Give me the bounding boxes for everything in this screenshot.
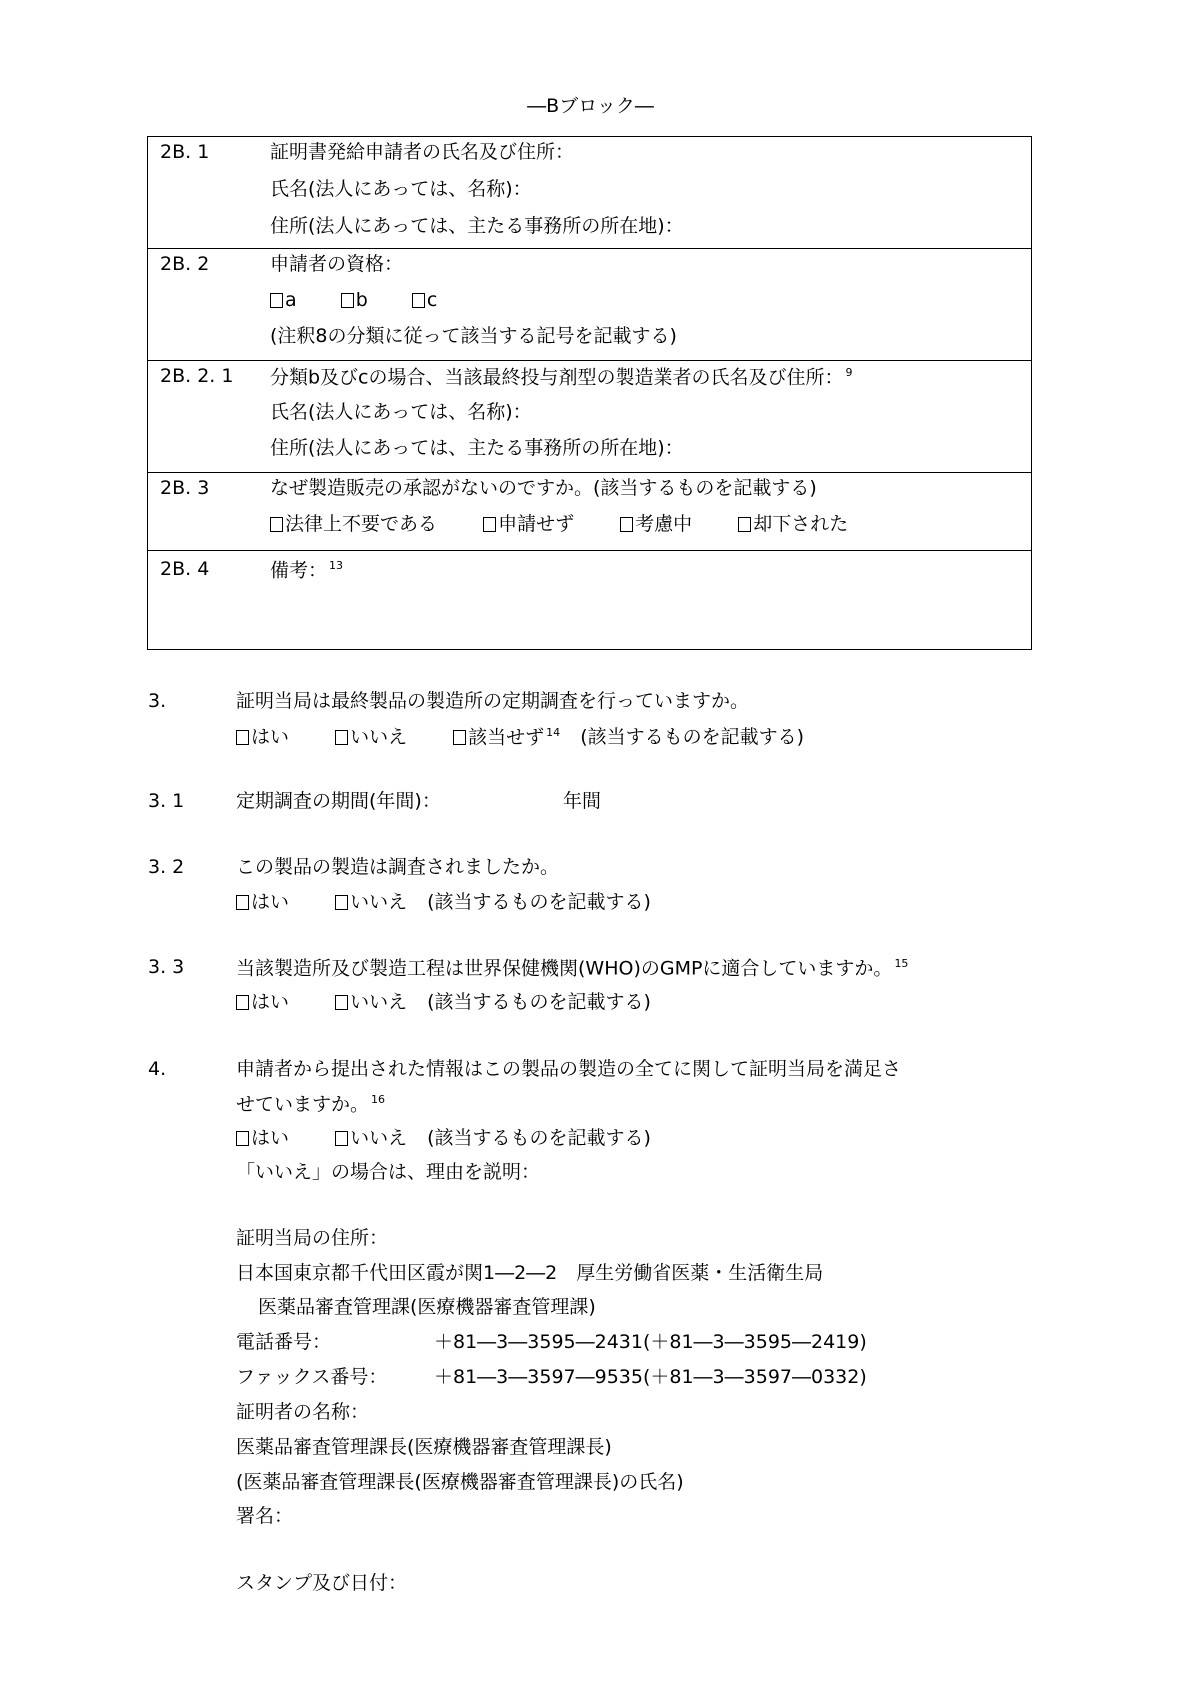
option-b[interactable]: b: [341, 291, 368, 310]
option-not-required[interactable]: 法律上不要である: [270, 515, 437, 534]
option-no[interactable]: いいえ: [335, 993, 407, 1012]
row-2b-3: [148, 472, 1031, 551]
manufacturer-name-label[interactable]: 氏名(法人にあっては、名称)：: [270, 401, 532, 423]
remarks-label[interactable]: 備考： $^{13}$: [270, 559, 344, 582]
checkbox-icon[interactable]: [335, 1131, 348, 1146]
checkbox-icon[interactable]: [738, 517, 751, 532]
row-number: 2B. 1: [160, 141, 210, 163]
checkbox-icon[interactable]: [270, 293, 283, 308]
name-field-label[interactable]: 氏名(法人にあっては、名称)：: [270, 178, 532, 200]
option-no[interactable]: いいえ: [335, 893, 407, 912]
option-no[interactable]: いいえ: [335, 1129, 407, 1148]
option-no[interactable]: いいえ: [335, 728, 407, 747]
section-number: 3. 2: [148, 856, 185, 878]
instruction-note: (該当するものを記載する): [580, 726, 805, 749]
option-yes[interactable]: はい: [236, 1129, 289, 1148]
row-heading: なぜ製造販売の承認がないのですか。(該当するものを記載する): [270, 477, 817, 499]
address-field-label[interactable]: 住所(法人にあっては、主たる事務所の所在地)：: [270, 215, 684, 237]
footnote-ref: 13: [329, 559, 344, 572]
manufacturer-address-label[interactable]: 住所(法人にあっては、主たる事務所の所在地)：: [270, 437, 684, 459]
reason-label[interactable]: 「いいえ」の場合は、理由を説明：: [236, 1161, 541, 1183]
row-2b-2-1: [148, 360, 1031, 473]
checkbox-icon[interactable]: [335, 995, 348, 1010]
section-3-2-question: この製品の製造は調査されましたか。: [236, 856, 560, 878]
row-heading: 申請者の資格：: [270, 253, 404, 275]
instruction-note: (該当するものを記載する): [427, 991, 651, 1013]
inspection-period-unit: 年間: [563, 790, 602, 812]
phone-value: ＋81―3―3595―2431(＋81―3―3595―2419): [434, 1331, 867, 1353]
checkbox-icon[interactable]: [620, 517, 633, 532]
checkbox-icon[interactable]: [412, 293, 425, 308]
inspection-period-label: 定期調査の期間(年間)：: [236, 790, 441, 812]
fax-label: ファックス番号：: [236, 1366, 388, 1388]
section-number: 3. 1: [148, 790, 185, 812]
checkbox-icon[interactable]: [335, 730, 348, 745]
certifier-title: 医薬品審査管理課長(医療機器審査管理課長): [236, 1436, 612, 1458]
option-not-applicable[interactable]: 該当せず $^{14}$: [453, 727, 560, 747]
option-a[interactable]: a: [270, 291, 297, 310]
row-heading: 分類b及びcの場合、当該最終投与剤型の製造業者の氏名及び住所： $^9$: [270, 366, 853, 389]
option-rejected[interactable]: 却下された: [738, 515, 848, 534]
stamp-date-label[interactable]: スタンプ及び日付：: [236, 1572, 408, 1594]
row-2b-1: [148, 137, 1031, 249]
checkbox-icon[interactable]: [270, 517, 283, 532]
checkbox-icon[interactable]: [453, 730, 466, 745]
row-heading: 証明書発給申請者の氏名及び住所：: [270, 141, 575, 163]
block-title: ―Bブロック―: [527, 95, 654, 117]
checkbox-icon[interactable]: [236, 1131, 249, 1146]
section-4-question-line2: せていますか。 $^{16}$: [236, 1093, 386, 1116]
section-3-3-options: [236, 993, 651, 1012]
section-4-options: [236, 1129, 651, 1148]
section-3-question: 証明当局は最終製品の製造所の定期調査を行っていますか。: [236, 690, 750, 712]
option-c[interactable]: c: [412, 291, 437, 310]
footnote-ref: 15: [894, 957, 909, 970]
section-4-question-line1: 申請者から提出された情報はこの製品の製造の全てに関して証明当局を満足さ: [236, 1058, 902, 1080]
section-3-options: [236, 727, 804, 747]
section-3-2-options: [236, 893, 651, 912]
signature-label[interactable]: 署名：: [236, 1505, 294, 1527]
checkbox-icon[interactable]: [236, 730, 249, 745]
checkbox-icon[interactable]: [341, 293, 354, 308]
instruction-note: (該当するものを記載する): [427, 891, 651, 913]
row-number: 2B. 2. 1: [160, 365, 234, 387]
row-2b-4: [148, 550, 1031, 649]
authority-address-label: 証明当局の住所：: [236, 1227, 389, 1249]
qualification-options: [270, 291, 437, 310]
footnote-ref: 16: [371, 1093, 386, 1106]
phone-label: 電話番号：: [236, 1331, 332, 1353]
instruction-note: (該当するものを記載する): [427, 1127, 651, 1149]
row-2b-2: [148, 248, 1031, 361]
row-note: (注釈8の分類に従って該当する記号を記載する): [270, 325, 677, 347]
authority-address-line2: 医薬品審査管理課(医療機器審査管理課): [258, 1296, 596, 1318]
option-yes[interactable]: はい: [236, 993, 289, 1012]
option-under-consideration[interactable]: 考慮中: [620, 515, 692, 534]
footnote-ref: 14: [546, 726, 561, 739]
block-b-table: [147, 136, 1032, 650]
certifier-name: (医薬品審査管理課長(医療機器審査管理課長)の氏名): [236, 1471, 684, 1493]
checkbox-icon[interactable]: [236, 995, 249, 1010]
footnote-ref: 9: [845, 366, 853, 379]
row-number: 2B. 3: [160, 477, 210, 499]
section-number: 3.: [148, 690, 167, 712]
checkbox-icon[interactable]: [335, 895, 348, 910]
option-yes[interactable]: はい: [236, 728, 289, 747]
section-number: 3. 3: [148, 956, 185, 978]
option-not-applied[interactable]: 申請せず: [483, 515, 574, 534]
section-3-3-question: 当該製造所及び製造工程は世界保健機関(WHO)のGMPに適合していますか。 $^{15}$: [236, 957, 909, 980]
authority-address-line1: 日本国東京都千代田区霞が関1―2―2 厚生労働省医薬・生活衛生局: [236, 1262, 824, 1284]
row-number: 2B. 4: [160, 558, 210, 580]
fax-value: ＋81―3―3597―9535(＋81―3―3597―0332): [434, 1366, 867, 1388]
option-yes[interactable]: はい: [236, 893, 289, 912]
row-number: 2B. 2: [160, 253, 210, 275]
checkbox-icon[interactable]: [483, 517, 496, 532]
section-number: 4.: [148, 1058, 167, 1080]
reason-options: [270, 515, 848, 534]
checkbox-icon[interactable]: [236, 895, 249, 910]
certifier-label: 証明者の名称：: [236, 1401, 370, 1423]
